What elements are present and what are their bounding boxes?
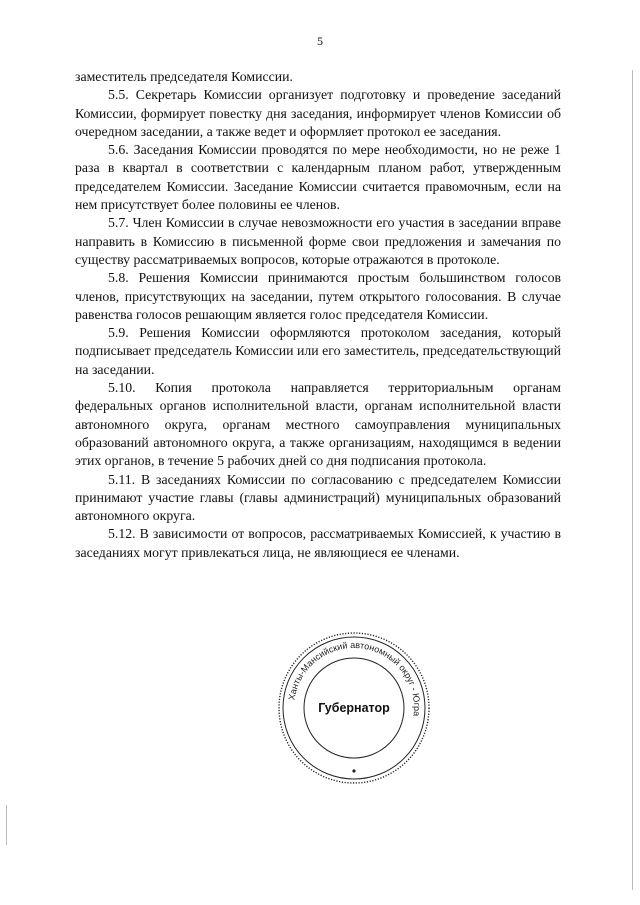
seal-center-text: Губернатор <box>318 701 390 715</box>
paragraph-5-5: 5.5. Секретарь Комиссии организует подготовку и проведение заседаний Комиссии, формирует повестку дня заседания, информирует членов Комиссии об очередном заседании, а также ведет и оформляет протокол ее заседания. <box>75 87 561 139</box>
paragraph-5-7: 5.7. Член Комиссии в случае невозможности его участия в заседании вправе направить в Комиссию в письменной форме свои предложения и замечания по существу рассматриваемых вопросов, которые отражаются в протоколе. <box>75 215 561 267</box>
page-number: 5 <box>317 34 323 48</box>
paragraph-5-8: 5.8. Решения Комиссии принимаются простым большинством голосов членов, присутствующих на заседании, путем открытого голосования. В случае равенства голосов решающим является голос председателя Комиссии. <box>75 270 561 322</box>
paragraph-5-12: 5.12. В зависимости от вопросов, рассматриваемых Комиссией, к участию в заседаниях могут привлекаться лица, не являющиеся ее членами. <box>75 526 561 560</box>
paragraph-5-6: 5.6. Заседания Комиссии проводятся по мере необходимости, но не реже 1 раза в квартал в соответствии с календарным планом работ, утвержденным председателем Комиссии. Заседание Комиссии считается правомочным, если на нем присутствует более половины ее членов. <box>75 142 561 213</box>
scan-edge-mark <box>6 805 7 845</box>
paragraph-5-10: 5.10. Копия протокола направляется территориальным органам федеральных органов исполнительной власти, органам исполнительной власти автономного округа, органам местного самоуправления муниципальных образований автономного округа, а также организациям, находящимся в ведении этих органов, в течение 5 рабочих дней со дня подписания протокола. <box>75 380 561 469</box>
paragraph-closing-line: заместитель председателя Комиссии. <box>75 69 293 84</box>
paragraph-5-9: 5.9. Решения Комиссии оформляются протоколом заседания, который подписывает председатель Комиссии или его заместитель, председательствующий на заседании. <box>75 325 561 377</box>
document-body <box>75 68 561 562</box>
seal-dot <box>352 769 355 772</box>
seal-graphic <box>276 630 432 786</box>
seal-ring-text: Ханты-Мансийский автономный округ - Югра <box>286 639 423 717</box>
governor-seal <box>276 630 432 786</box>
scan-edge-line <box>632 70 633 890</box>
paragraph-5-11: 5.11. В заседаниях Комиссии по согласованию с председателем Комиссии принимают участие главы (главы администраций) муниципальных образований автономного округа. <box>75 471 561 524</box>
